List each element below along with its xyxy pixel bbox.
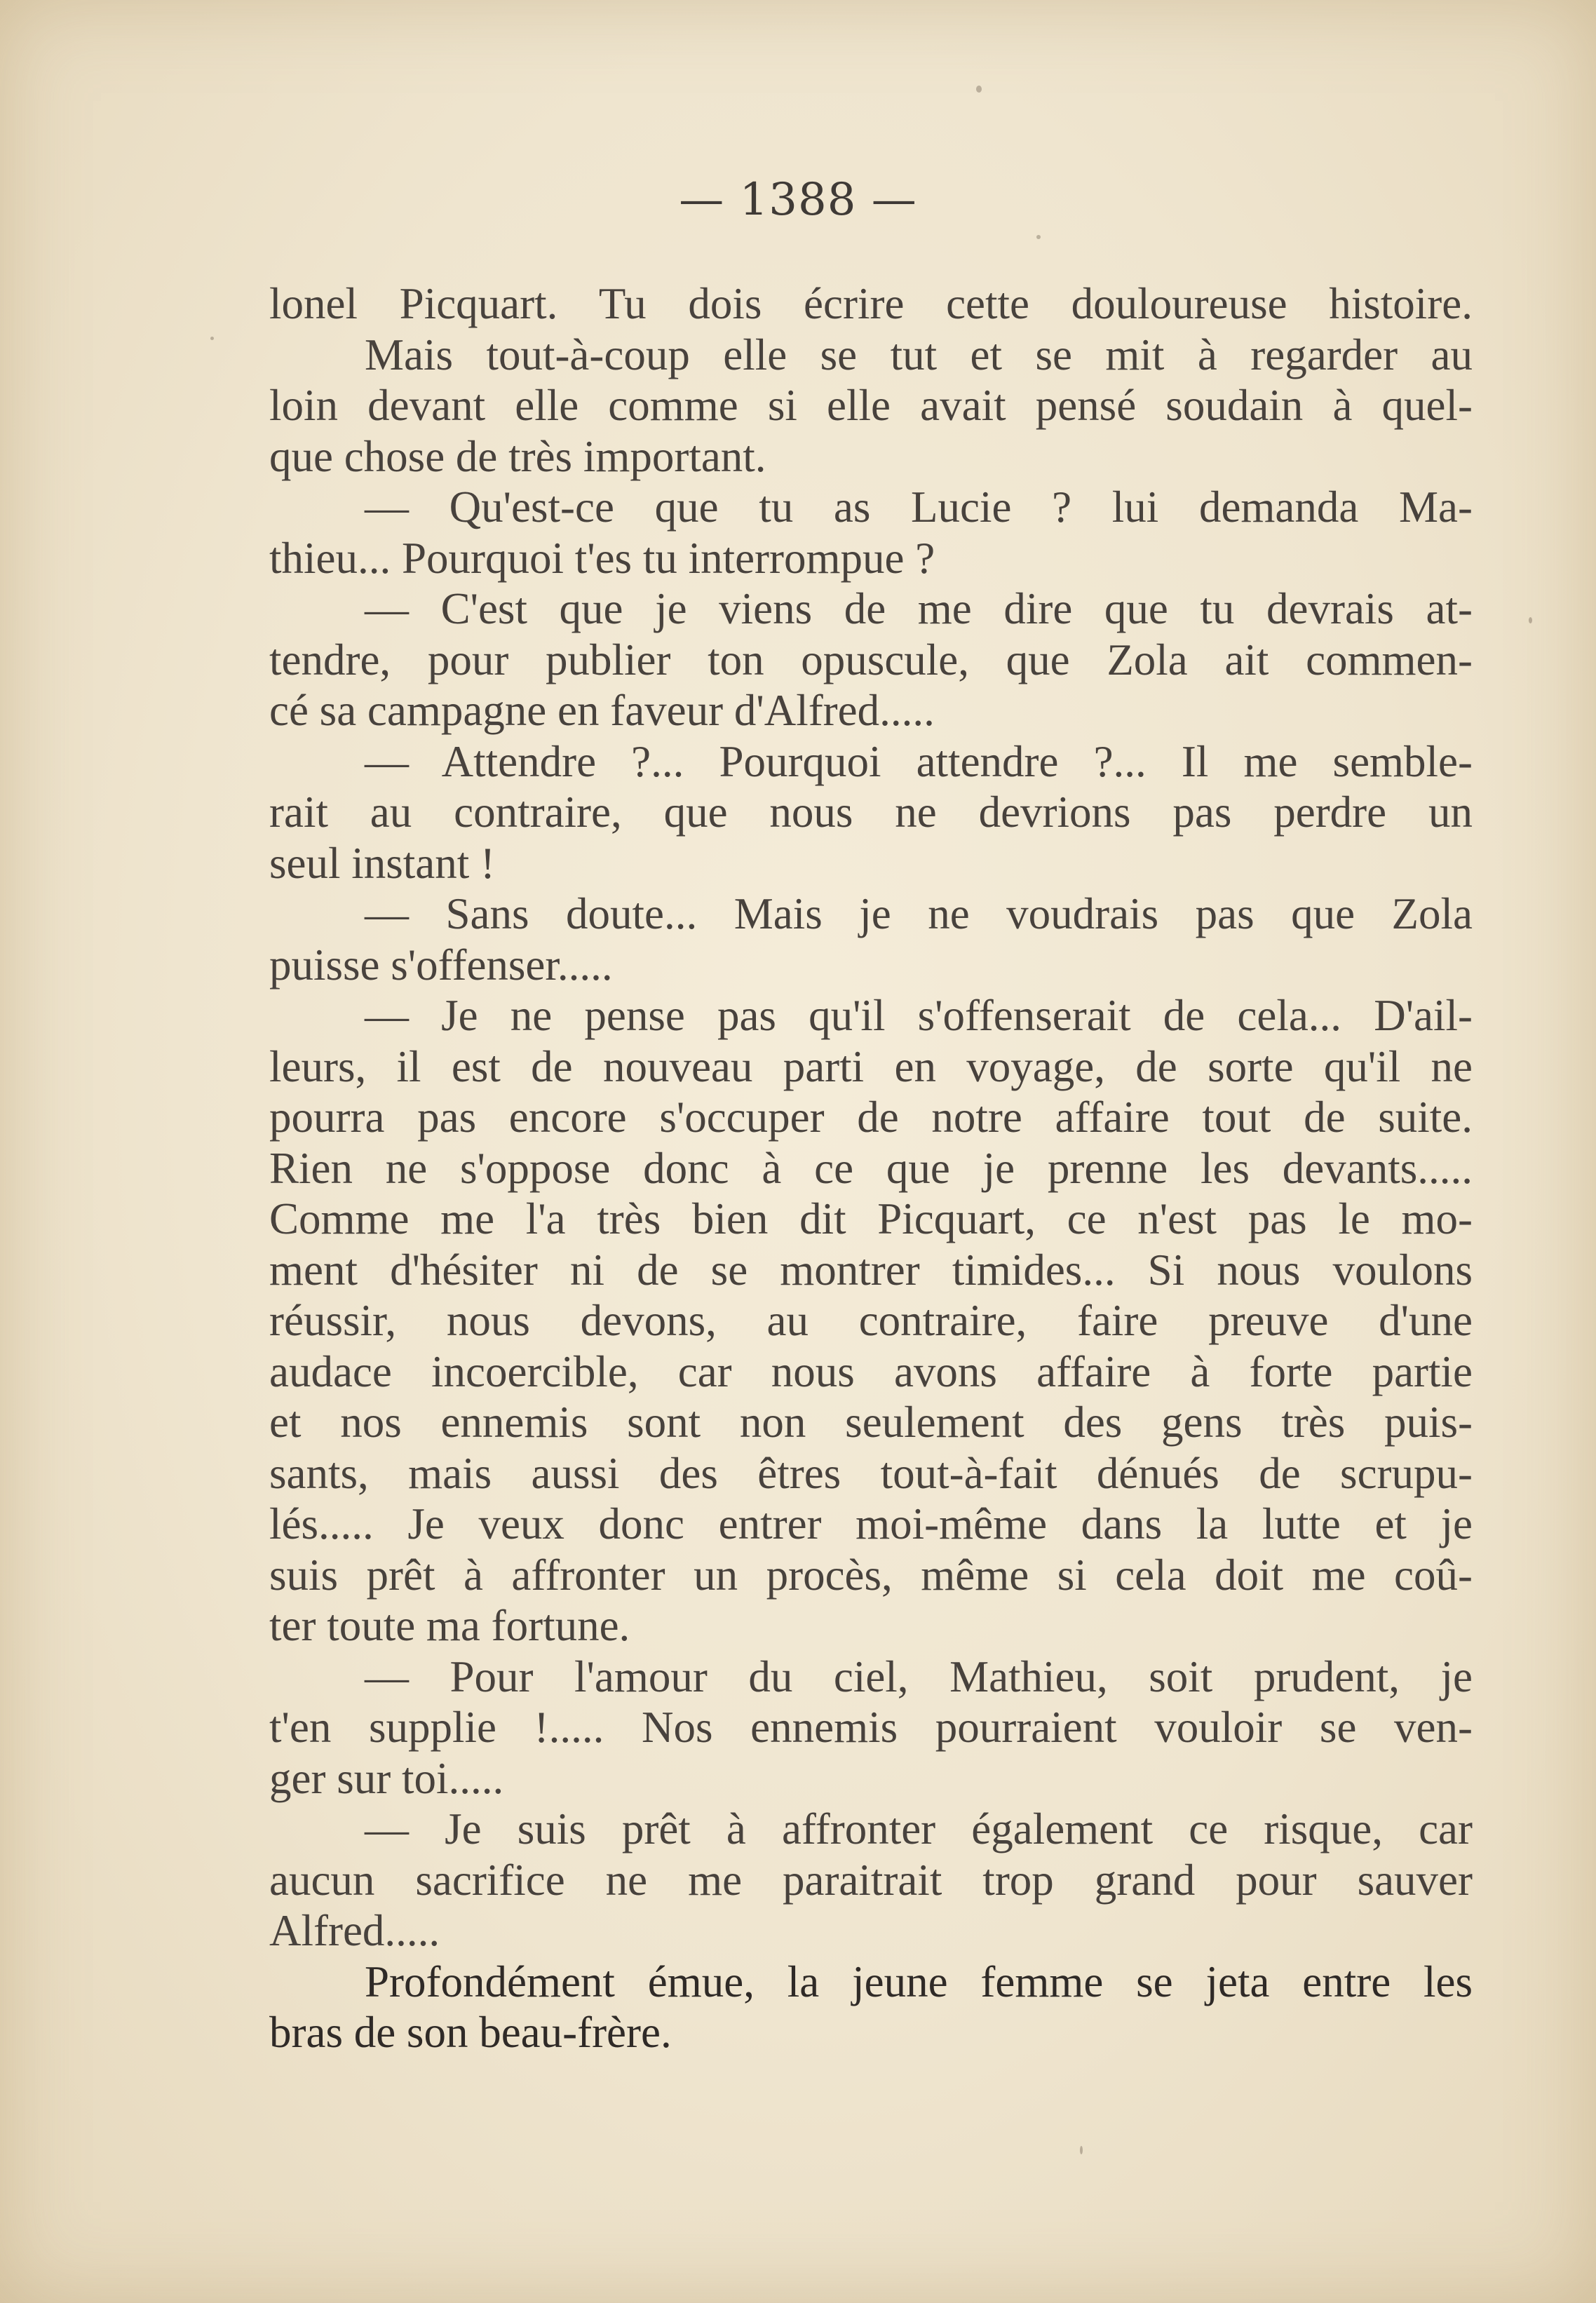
text-line: — C'est que je viens de me dire que tu devrais at- (365, 584, 1473, 633)
text-line: tendre, pour publier ton opuscule, que Zola ait commen- (269, 635, 1473, 684)
text-line: pourra pas encore s'occuper de notre affaire tout de suite. (269, 1093, 1473, 1142)
text-line: audace incoercible, car nous avons affaire à forte partie (269, 1346, 1473, 1396)
text-line: ter toute ma fortune. (269, 1601, 630, 1650)
text-line: Alfred..... (269, 1906, 440, 1955)
text-line: suis prêt à affronter un procès, même si cela doit me coû- (269, 1550, 1473, 1600)
text-line: Mais tout-à-coup elle se tut et se mit à regarder au (365, 330, 1473, 379)
text-line: Rien ne s'oppose donc à ce que je prenne les devants..... (269, 1143, 1473, 1193)
text-line: seul instant ! (269, 838, 495, 888)
text-line: puisse s'offenser..... (269, 940, 613, 990)
text-line: — Attendre ?... Pourquoi attendre ?... Il me semble- (365, 736, 1473, 786)
text-line: — Sans doute... Mais je ne voudrais pas que Zola (365, 889, 1473, 938)
text-line: ment d'hésiter ni de se montrer timides... Si nous voulons (269, 1245, 1473, 1295)
paper-speck (210, 337, 214, 340)
text-line: lés..... Je veux donc entrer moi-même dans la lutte et je (269, 1499, 1473, 1548)
paper-speck (1529, 617, 1532, 623)
text-line: loin devant elle comme si elle avait pensé soudain à quel- (269, 381, 1473, 430)
text-line: bras de son beau-frère. (269, 2008, 672, 2057)
text-line: — Qu'est-ce que tu as Lucie ? lui demanda Ma- (365, 482, 1473, 532)
text-line: — Je suis prêt à affronter également ce risque, car (365, 1804, 1473, 1853)
text-line: thieu... Pourquoi t'es tu interrompue ? (269, 533, 935, 583)
paper-speck (1036, 235, 1041, 239)
text-line: cé sa campagne en faveur d'Alfred..... (269, 686, 935, 735)
text-line: sants, mais aussi des êtres tout-à-fait dénués de scrupu- (269, 1448, 1473, 1498)
text-line: que chose de très important. (269, 431, 766, 481)
text-line: t'en supplie !..... Nos ennemis pourraient vouloir se ven- (269, 1703, 1473, 1752)
text-line: Comme me l'a très bien dit Picquart, ce n'est pas le mo- (269, 1194, 1473, 1243)
text-line: Profondément émue, la jeune femme se jeta entre les (365, 1957, 1473, 2006)
text-line: aucun sacrifice ne me paraitrait trop grand pour sauver (269, 1855, 1473, 1905)
text-line: rait au contraire, que nous ne devrions pas perdre un (269, 788, 1473, 837)
paper-speck (976, 86, 982, 93)
text-line: et nos ennemis sont non seulement des gens très puis- (269, 1398, 1473, 1447)
text-line: lonel Picquart. Tu dois écrire cette douloureuse histoire. (269, 279, 1473, 328)
page-number: — 1388 — (679, 174, 917, 226)
text-line: leurs, il est de nouveau parti en voyage, de sorte qu'il ne (269, 1041, 1473, 1091)
paper-speck (1080, 2146, 1083, 2154)
text-line: réussir, nous devons, au contraire, faire preuve d'une (269, 1296, 1473, 1345)
body-text (269, 278, 1473, 2058)
text-line: ger sur toi..... (269, 1753, 504, 1803)
text-line: — Pour l'amour du ciel, Mathieu, soit prudent, je (365, 1652, 1473, 1701)
text-line: — Je ne pense pas qu'il s'offenserait de cela... D'ail- (365, 991, 1473, 1040)
